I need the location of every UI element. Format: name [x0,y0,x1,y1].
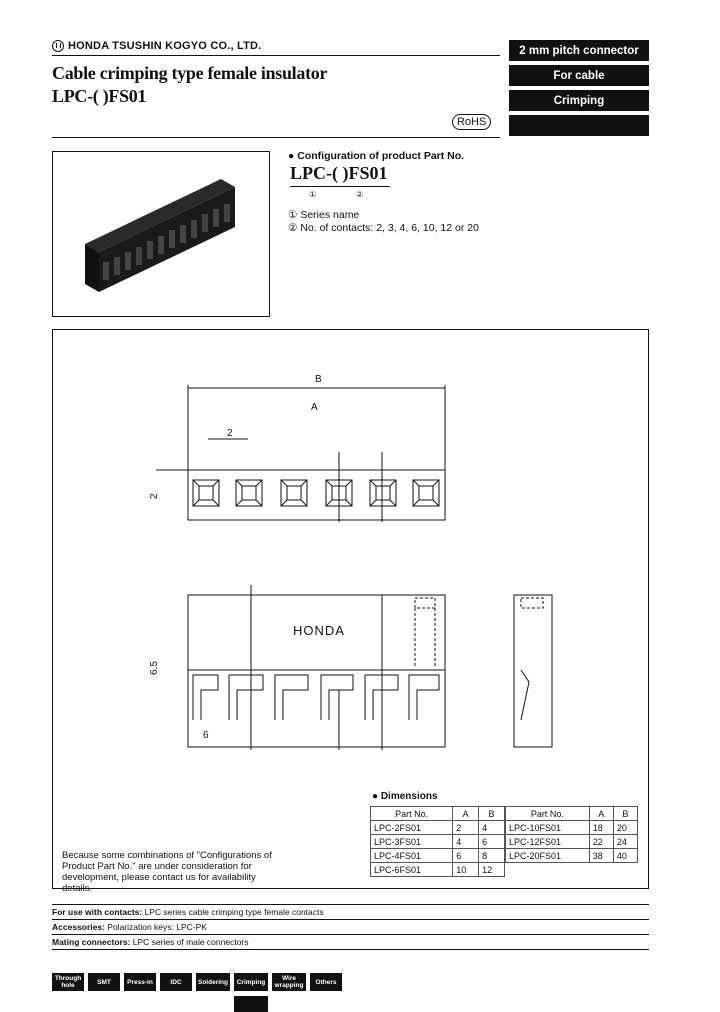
brand-marking: HONDA [293,623,345,638]
part-cell: LPC-2FS01 [371,821,453,835]
configuration-section [288,150,464,162]
tag-crimping: Crimping [509,90,649,111]
table-header-row [506,807,638,821]
page-subtitle: LPC-( )FS01 [52,86,147,106]
dim-label-height-top: 2 [149,493,160,499]
part-cell: LPC-6FS01 [371,863,453,877]
col-part-no: Part No. [506,807,590,821]
part-cell: LPC-10FS01 [506,821,590,835]
dim-label-b: B [315,374,322,385]
marker-1: ① [309,190,317,199]
info-text: LPC series cable crimping type female contacts [142,907,324,917]
dim-label-six: 6 [203,730,209,741]
b-cell: 12 [479,863,505,877]
info-label: Accessories: [52,922,105,932]
table-row [371,849,505,863]
col-b: B [613,807,637,821]
rohs-badge: RoHS [452,114,491,130]
dim-label-pitch: 2 [227,428,233,439]
table-row [371,821,505,835]
part-cell: LPC-3FS01 [371,835,453,849]
category-others[interactable]: Others [310,973,342,991]
col-part-no: Part No. [371,807,453,821]
category-crimping[interactable]: Crimping [234,973,268,991]
active-category-indicator [234,996,268,1012]
table-row [506,849,638,863]
title-rule [52,137,500,138]
tag-blank [509,115,649,136]
category-wire-wrapping[interactable]: Wire wrapping [272,973,306,991]
part-code: LPC-( )FS01 [290,163,388,183]
dimensions-table-left [370,806,505,877]
configuration-bullet-icon: ● [288,150,295,162]
b-cell: 20 [613,821,637,835]
category-smt[interactable]: SMT [88,973,120,991]
a-cell: 10 [453,863,479,877]
table-row [371,863,505,877]
b-cell: 40 [613,849,637,863]
b-cell: 6 [479,835,505,849]
dimensions-table-right [505,806,638,863]
product-photo [52,151,270,317]
b-cell: 4 [479,821,505,835]
col-b: B [479,807,505,821]
part-cell: LPC-20FS01 [506,849,590,863]
availability-note: Because some combinations of "Configurations of Product Part No." are under consideration for development, please contact us for availability details. [62,850,272,894]
legend-series-name: ① Series name [288,209,360,221]
col-a: A [453,807,479,821]
dimensions-bullet-icon: ● [372,791,379,802]
header-rule [52,55,500,56]
page-title: Cable crimping type female insulator [52,63,328,83]
info-text: LPC series of male connectors [130,937,249,947]
b-cell: 8 [479,849,505,863]
a-cell: 18 [589,821,613,835]
connector-dimension-drawing [53,330,648,888]
part-cell: LPC-4FS01 [371,849,453,863]
technical-drawing [52,329,649,889]
a-cell: 6 [453,849,479,863]
marker-2: ② [356,190,364,199]
dim-label-a: A [311,402,318,413]
b-cell: 24 [613,835,637,849]
a-cell: 38 [589,849,613,863]
info-label: Mating connectors: [52,937,131,947]
part-cell: LPC-12FS01 [506,835,590,849]
dimensions-heading: ● Dimensions [372,791,438,802]
company-name-text: HONDA TSUSHIN KOGYO CO., LTD. [68,40,262,52]
table-row [371,835,505,849]
info-label: For use with contacts: [52,907,143,917]
category-press-in[interactable]: Press-in [124,973,156,991]
a-cell: 22 [589,835,613,849]
company-name [52,40,261,52]
configuration-heading: Configuration of product Part No. [297,150,465,162]
table-row [506,835,638,849]
connector-photo-illustration [53,152,269,316]
legend-no-of-contacts: ② No. of contacts: 2, 3, 4, 6, 10, 12 or 20 [288,222,479,234]
dim-label-height-side: 6.5 [149,661,160,675]
col-a: A [589,807,613,821]
configuration-legend [288,209,479,235]
tag-pitch: 2 mm pitch connector [509,40,649,61]
part-code-rule [290,186,390,187]
honda-logo-icon [52,40,64,52]
table-row [506,821,638,835]
info-contacts [52,904,649,917]
category-idc[interactable]: IDC [160,973,192,991]
category-through-hole[interactable]: Through hole [52,973,84,991]
a-cell: 4 [453,835,479,849]
category-soldering[interactable]: Soldering [196,973,230,991]
info-text: Polarization keys: LPC-PK [104,922,207,932]
table-header-row [371,807,505,821]
info-mating [52,934,649,950]
a-cell: 2 [453,821,479,835]
tag-for-cable: For cable [509,65,649,86]
info-accessories [52,919,649,932]
